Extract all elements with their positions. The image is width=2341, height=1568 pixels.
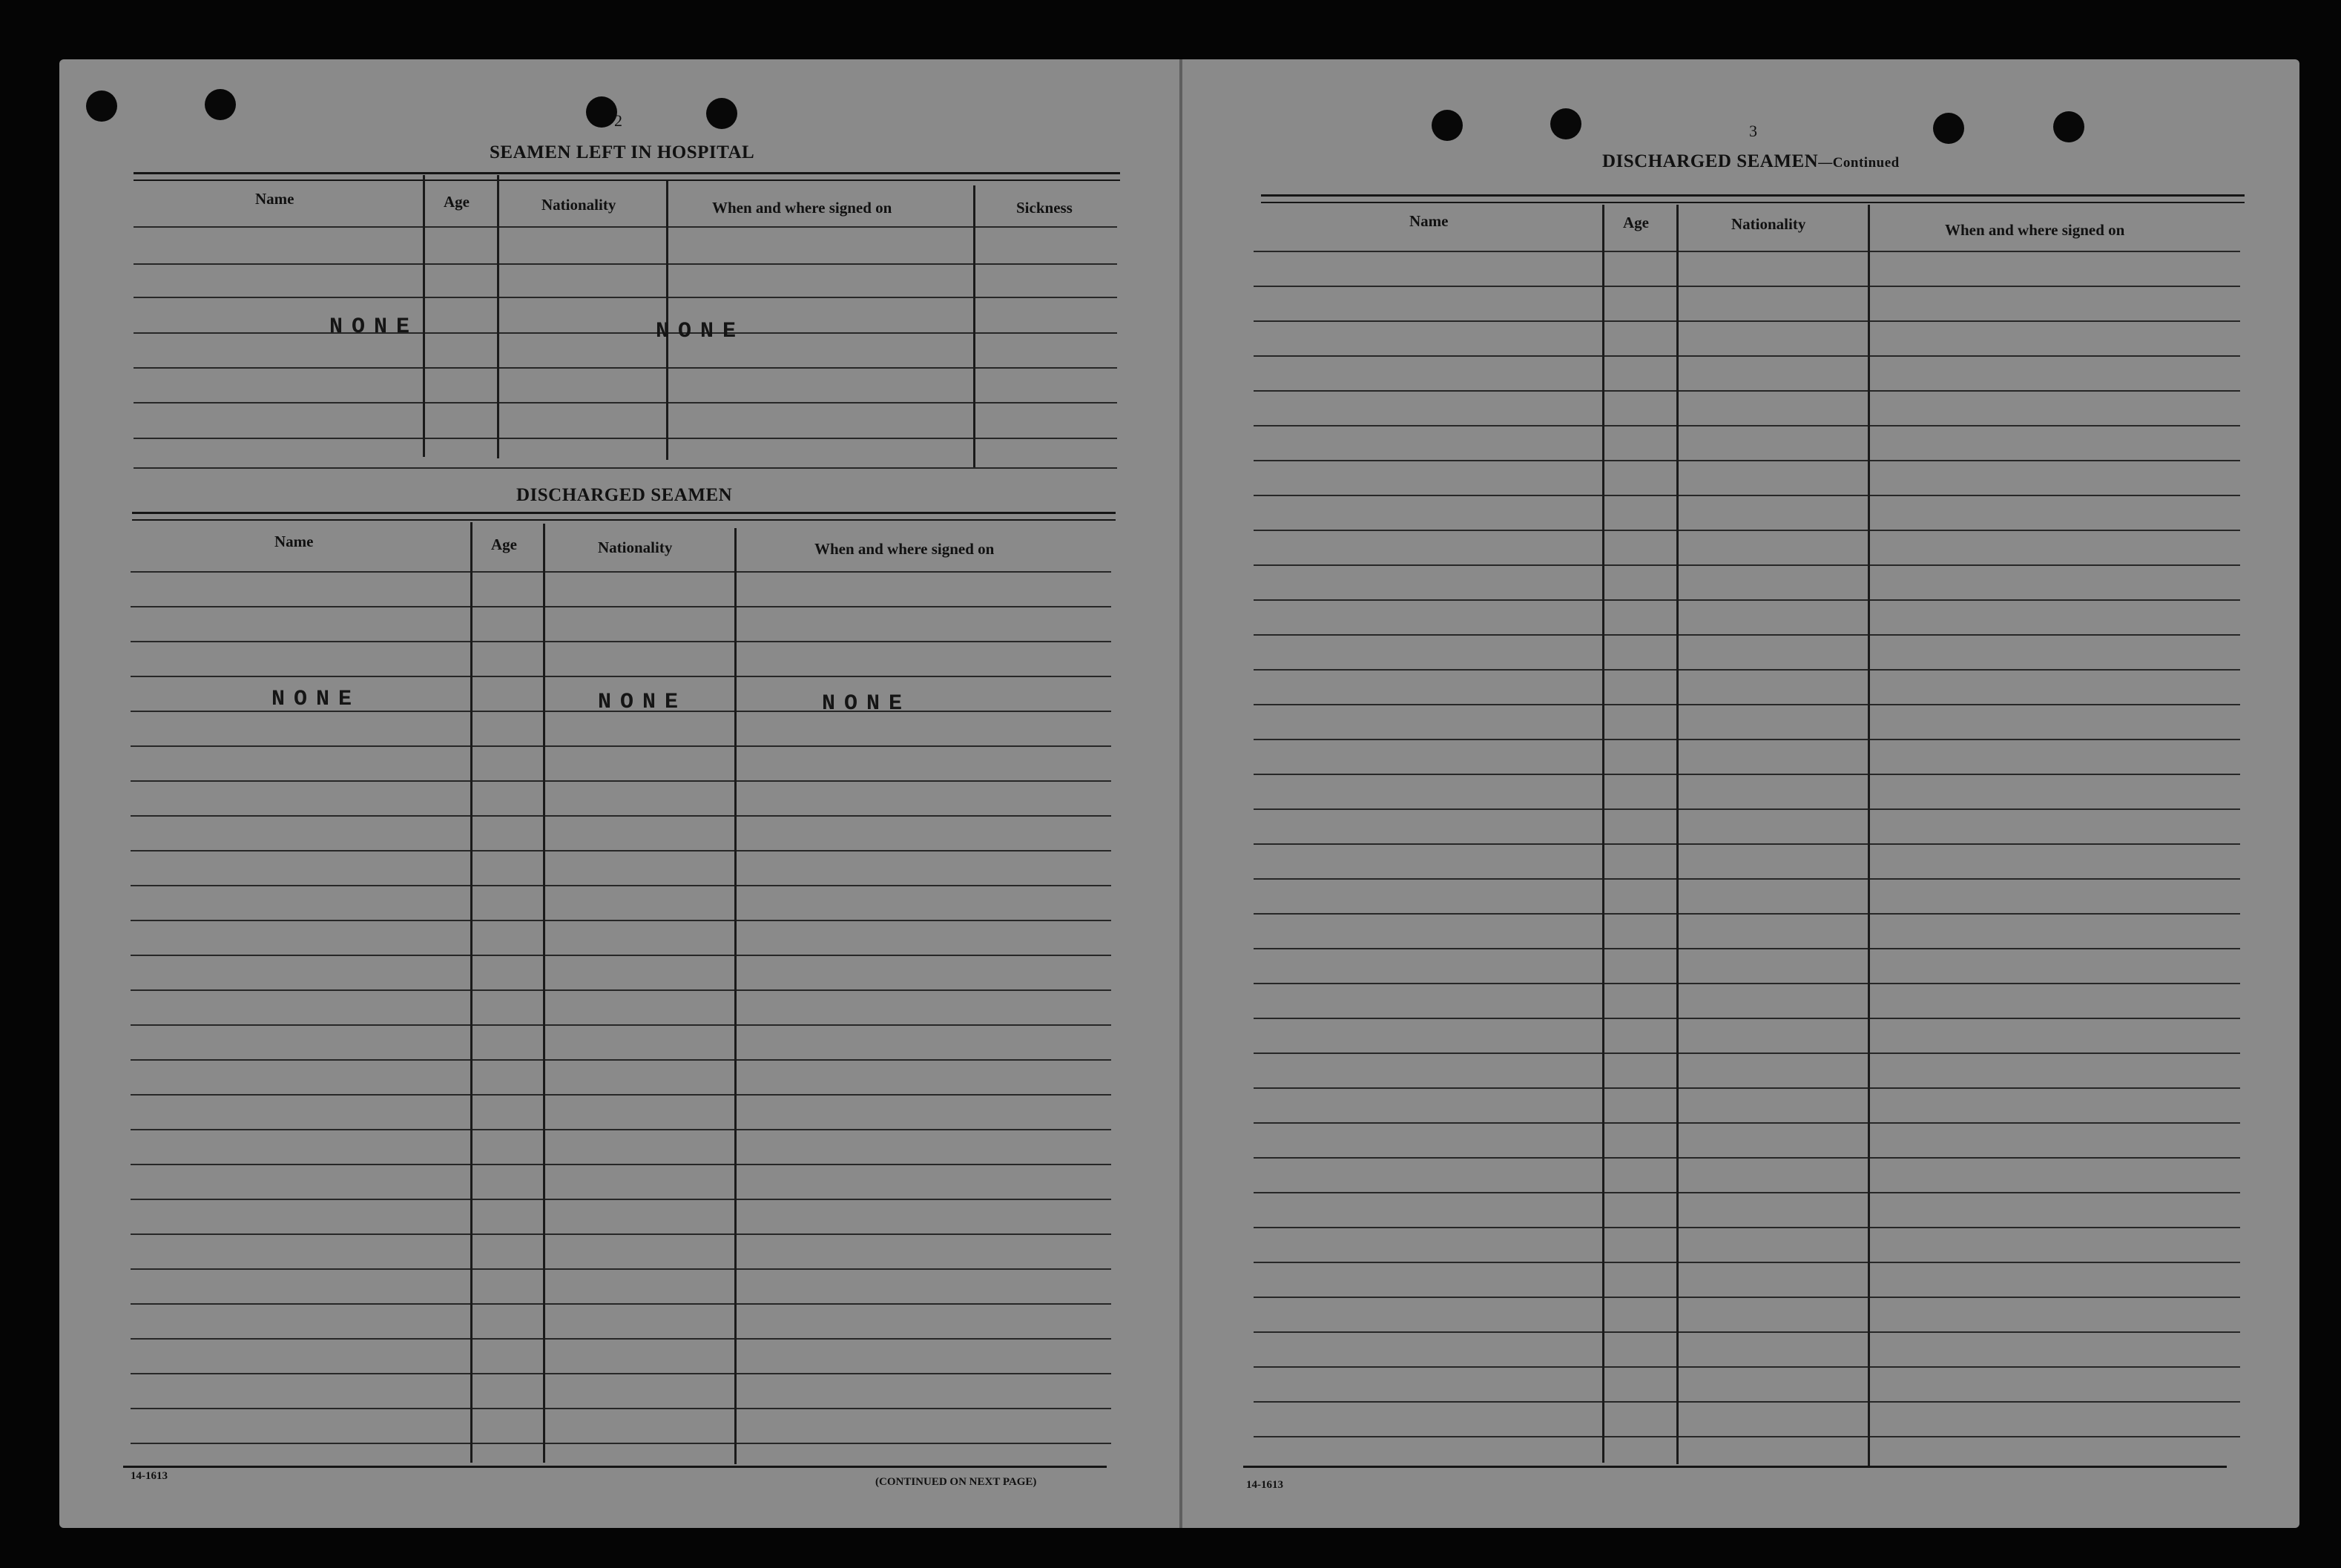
- page-number: 2: [614, 111, 622, 130]
- ruled-line: [1254, 425, 2240, 426]
- discharged-col-signed-on: When and where signed on: [814, 540, 995, 558]
- ruled-line: [131, 1164, 1111, 1165]
- ruled-line: [131, 1129, 1111, 1130]
- punch-hole: [1432, 110, 1463, 141]
- ruled-line: [1254, 1053, 2240, 1054]
- discharged-continued-title: [1602, 151, 1900, 172]
- ruled-line: [131, 885, 1111, 886]
- ruled-line: [1254, 286, 2240, 287]
- ruled-line: [1254, 530, 2240, 531]
- hospital-col-divider: [973, 185, 975, 467]
- ruled-line: [131, 1443, 1111, 1444]
- ruled-line: [1254, 320, 2240, 322]
- discharged-col-nationality: Nationality: [598, 538, 673, 556]
- ruled-line: [131, 1268, 1111, 1270]
- ruled-line: [131, 920, 1111, 921]
- ruled-line: [1254, 355, 2240, 357]
- ruled-line: [131, 1094, 1111, 1096]
- left-bottom-rule: [123, 1466, 1107, 1468]
- hospital-row-line: [134, 297, 1117, 298]
- ruled-line: [1254, 1366, 2240, 1368]
- hospital-col-nationality: Nationality: [541, 196, 616, 214]
- title-suffix: —Continued: [1818, 155, 1900, 171]
- ruled-line: [1254, 948, 2240, 949]
- ruled-line: [1254, 843, 2240, 845]
- hospital-col-name: Name: [255, 190, 294, 208]
- discharged-top-rule-2: [132, 519, 1116, 521]
- hospital-row-line: [134, 467, 1117, 469]
- ruled-line: [131, 1408, 1111, 1409]
- ruled-line: [1254, 1262, 2240, 1263]
- ruled-line: [1254, 913, 2240, 915]
- punch-hole: [2053, 111, 2084, 142]
- ruled-line: [131, 1338, 1111, 1340]
- right-col-signed-on: When and where signed on: [1945, 221, 2125, 239]
- ruled-line: [1254, 704, 2240, 705]
- discharged-section-title: DISCHARGED SEAMEN: [516, 485, 733, 505]
- hospital-row-line: [134, 263, 1117, 265]
- hospital-section-title: SEAMEN LEFT IN HOSPITAL: [490, 142, 755, 162]
- hospital-top-rule-2: [134, 179, 1120, 181]
- punch-hole: [586, 96, 617, 128]
- ruled-line: [1254, 1157, 2240, 1159]
- punch-hole: [1550, 108, 1581, 139]
- ruled-line: [1254, 1227, 2240, 1228]
- discharged-col-age: Age: [491, 536, 517, 553]
- ruled-line: [1254, 1401, 2240, 1403]
- punch-hole: [706, 98, 737, 129]
- page-number: 3: [1749, 122, 1757, 140]
- continued-note: (CONTINUED ON NEXT PAGE): [875, 1476, 1037, 1488]
- ruled-line: [1254, 1297, 2240, 1298]
- ruled-line: [131, 1303, 1111, 1305]
- ruled-line: [1254, 634, 2240, 636]
- ruled-line: [131, 1373, 1111, 1374]
- ruled-line: [131, 1199, 1111, 1200]
- ruled-line: [131, 815, 1111, 817]
- ruled-line: [1254, 774, 2240, 775]
- hospital-col-age: Age: [444, 193, 470, 211]
- right-col-name: Name: [1409, 212, 1449, 230]
- punch-hole: [1933, 113, 1964, 144]
- right-col-nationality: Nationality: [1731, 215, 1806, 233]
- ruled-line: [1254, 1087, 2240, 1089]
- form-number: 14-1613: [131, 1470, 168, 1482]
- typed-entry: NONE: [329, 314, 419, 340]
- right-col-age: Age: [1623, 214, 1649, 231]
- page-fold: [1179, 59, 1182, 1528]
- form-number: 14-1613: [1246, 1479, 1283, 1491]
- ruled-line: [131, 989, 1111, 991]
- ruled-line: [131, 955, 1111, 956]
- ruled-line: [131, 606, 1111, 607]
- hospital-row-line: [134, 438, 1117, 439]
- right-top-rule-2: [1261, 202, 2245, 203]
- right-col-divider: [1602, 205, 1604, 1463]
- discharged-col-name: Name: [274, 533, 314, 550]
- ruled-line: [1254, 460, 2240, 461]
- discharged-top-rule: [132, 512, 1116, 514]
- punch-hole: [86, 90, 117, 122]
- right-top-rule: [1261, 194, 2245, 197]
- ruled-line: [1254, 495, 2240, 496]
- hospital-col-sickness: Sickness: [1016, 199, 1073, 217]
- ruled-line: [131, 745, 1111, 747]
- punch-hole: [205, 89, 236, 120]
- right-bottom-rule: [1243, 1466, 2227, 1468]
- hospital-row-line: [134, 332, 1117, 334]
- ruled-line: [1254, 669, 2240, 671]
- title-text: DISCHARGED SEAMEN: [1602, 151, 1819, 171]
- hospital-col-divider: [423, 175, 425, 457]
- ruled-line: [131, 850, 1111, 851]
- hospital-row-line: [134, 402, 1117, 403]
- ruled-line: [1254, 878, 2240, 880]
- ruled-line: [131, 1059, 1111, 1061]
- hospital-top-rule: [134, 172, 1120, 174]
- ruled-line: [1254, 1436, 2240, 1437]
- ruled-line: [1254, 1192, 2240, 1193]
- ruled-line: [131, 1233, 1111, 1235]
- typed-entry: NONE: [822, 691, 912, 717]
- ruled-line: [1254, 1122, 2240, 1124]
- hospital-col-signed-on: When and where signed on: [712, 199, 892, 217]
- typed-entry: NONE: [656, 319, 745, 344]
- right-col-divider: [1868, 205, 1870, 1467]
- ruled-line: [1254, 739, 2240, 740]
- typed-entry: NONE: [598, 690, 688, 715]
- ruled-line: [1254, 808, 2240, 810]
- hospital-col-divider: [497, 175, 499, 458]
- ruled-line: [1254, 564, 2240, 566]
- ruled-line: [131, 780, 1111, 782]
- ruled-line: [1254, 1018, 2240, 1019]
- ruled-line: [1254, 1331, 2240, 1333]
- ruled-line: [1254, 251, 2240, 252]
- right-col-divider: [1676, 205, 1679, 1464]
- hospital-row-line: [134, 367, 1117, 369]
- hospital-row-line: [134, 226, 1117, 228]
- ruled-line: [1254, 390, 2240, 392]
- discharged-col-divider: [543, 524, 545, 1463]
- discharged-col-divider: [470, 522, 473, 1463]
- ruled-line: [1254, 983, 2240, 984]
- ruled-line: [131, 1024, 1111, 1026]
- typed-entry: NONE: [271, 687, 361, 712]
- discharged-col-divider: [734, 528, 737, 1464]
- ruled-line: [131, 641, 1111, 642]
- ruled-line: [1254, 599, 2240, 601]
- ruled-line: [131, 571, 1111, 573]
- ruled-line: [131, 676, 1111, 677]
